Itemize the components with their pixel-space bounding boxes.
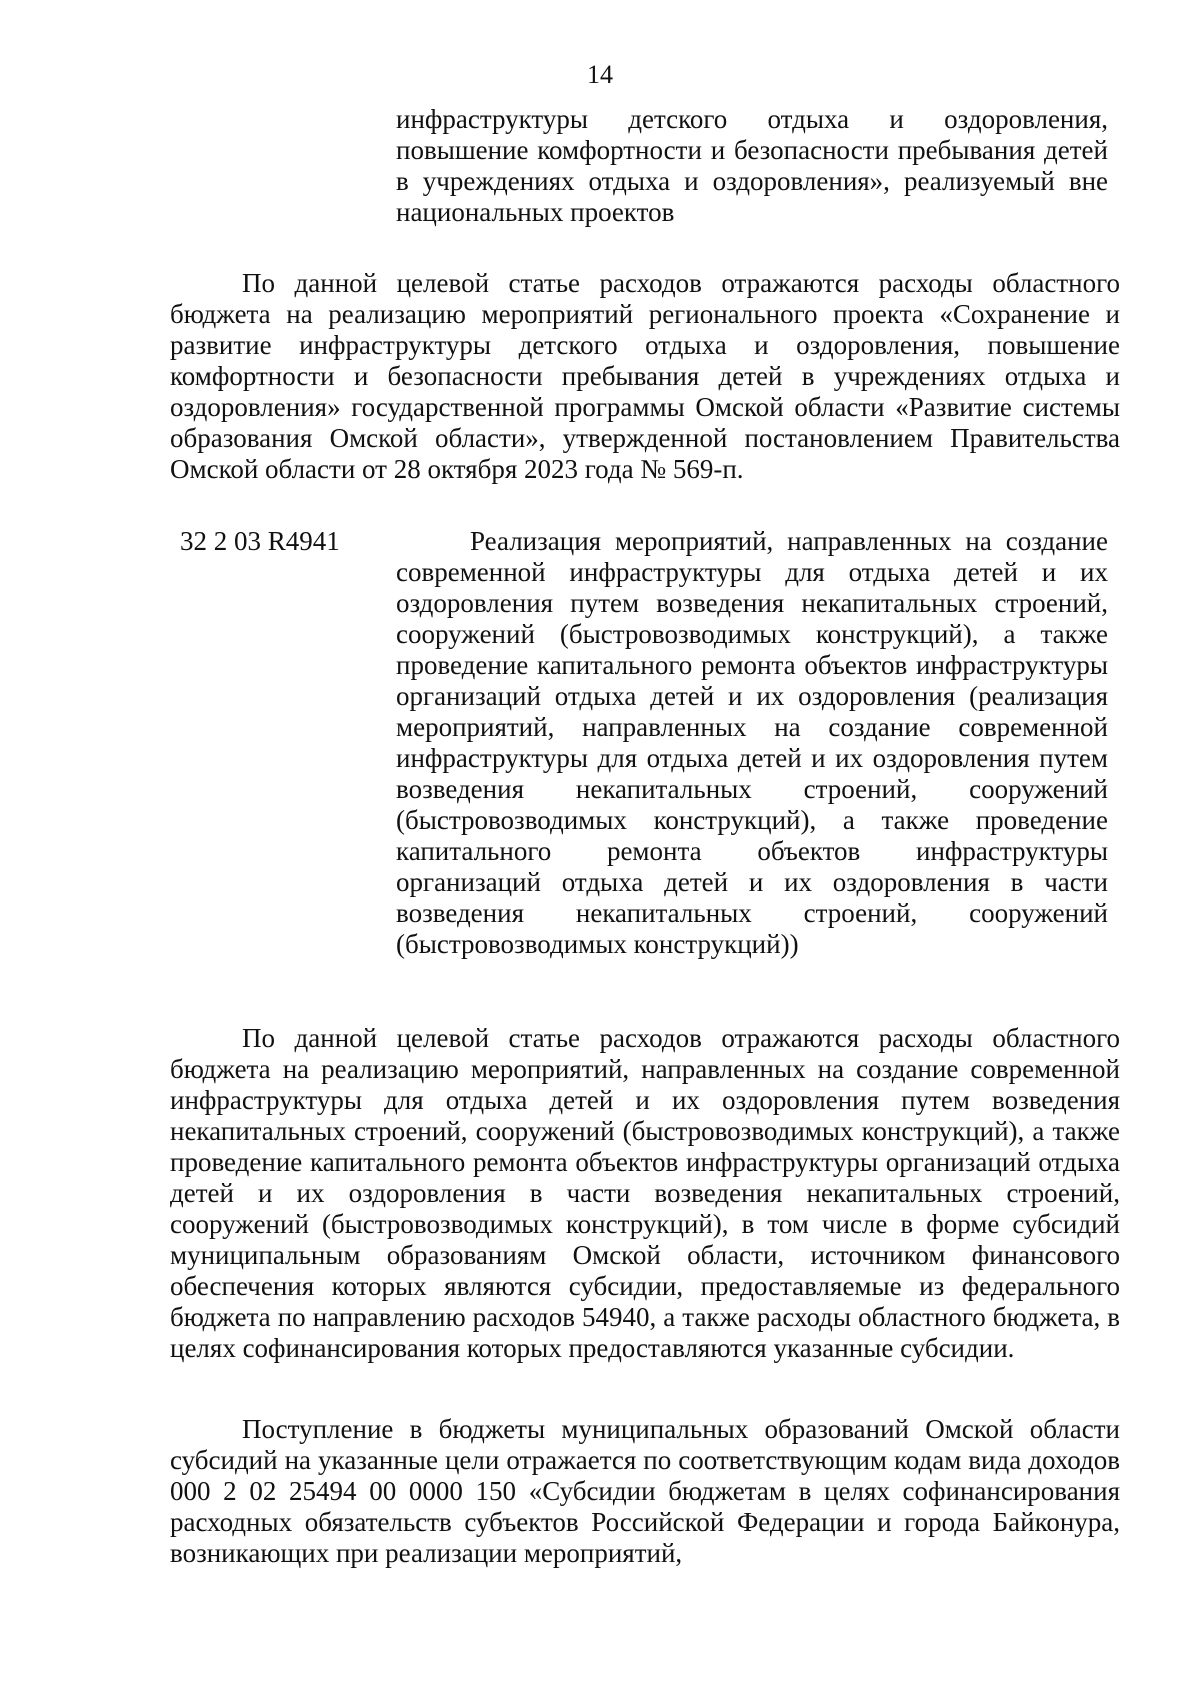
page-number: 14 — [587, 60, 613, 89]
paragraph-2: По данной целевой статье расходов отражаются расходы областного бюджета на реализацию мероприятий, направленных на создание современной инфраструктуры для отдыха детей и их оздоровления путем возведения некапитальных строений, сооружений (быстровозводимых конструкций), а также проведение капитального ремонта объектов инфраструктуры организаций отдыха детей и их оздоровления в части возведения некапитальных строений, сооружений (быстровозводимых конструкций), в том числе в форме субсидий муниципальным образованиям Омской области, источником финансового обеспечения которых являются субсидии, предоставляемые из федерального бюджета по направлению расходов 54940, а также расходы областного бюджета, в целях софинансирования которых предоставляются указанные субсидии. — [170, 1023, 1120, 1363]
paragraph-1: По данной целевой статье расходов отражаются расходы областного бюджета на реализацию мероприятий регионального проекта «Сохранение и развитие инфраструктуры детского отдыха и оздоровления, повышение комфортности и безопасности пребывания детей в учреждениях отдыха и оздоровления» государственной программы Омской области «Развитие системы образования Омской области», утвержденной постановлением Правительства Омской области от 28 октября 2023 года № 569-п. — [170, 268, 1120, 484]
paragraph-3: Поступление в бюджеты муниципальных образований Омской области субсидий на указанные цели отражается по соответствующим кодам вида доходов 000 2 02 25494 00 0000 150 «Субсидии бюджетам в целях софинансирования расходных обязательств субъектов Российской Федерации и города Байконура, возникающих при реализации мероприятий, — [170, 1414, 1120, 1568]
continued-heading: инфраструктуры детского отдыха и оздоровления, повышение комфортности и безопасности пребывания детей в учреждениях отдыха и оздоровления», реализуемый вне национальных проектов — [396, 104, 1108, 227]
budget-code: 32 2 03 R4941 — [180, 526, 340, 556]
budget-code-description: Реализация мероприятий, направленных на создание современной инфраструктуры для отдыха детей и их оздоровления путем возведения некапитальных строений, сооружений (быстровозводимых конструкций), а также проведение капитального ремонта объектов инфраструктуры организаций отдыха детей и их оздоровления (реализация мероприятий, направленных на создание современной инфраструктуры для отдыха детей и их оздоровления путем возведения некапитальных строений, сооружений (быстровозводимых конструкций), а также проведение капитального ремонта объектов инфраструктуры организаций отдыха детей и их оздоровления в части возведения некапитальных строений, сооружений (быстровозводимых конструкций)) — [396, 526, 1108, 959]
